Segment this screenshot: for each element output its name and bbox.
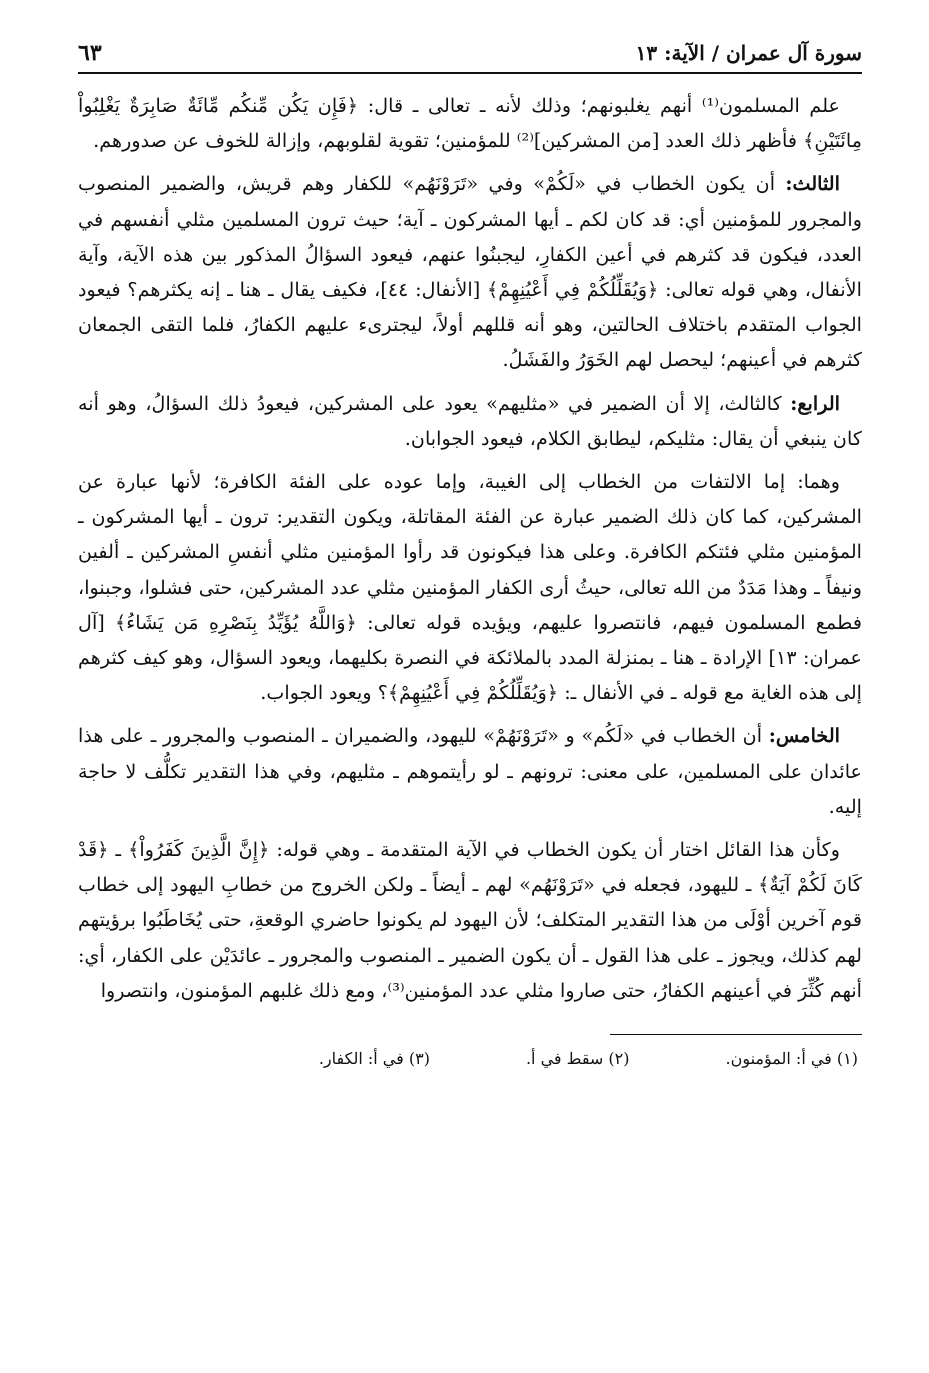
- paragraph: [78, 386, 862, 456]
- paragraph: [78, 88, 862, 158]
- book-page: [78, 34, 862, 1068]
- body-text: [78, 88, 862, 1008]
- paragraph-lead: الرابع:: [790, 391, 840, 415]
- paragraph: [78, 464, 862, 710]
- paragraph: [78, 832, 862, 1008]
- paragraph-text: أن يكون الخطاب في «لَكُمْ» وفي «تَرَوْنَهُم» للكفار وهم قريش، والضمير المنصوب والمجرور للمؤمنين أي: قد كان لكم ـ أيها المشركون ـ آية؛ حيث ترون المسلمين مثلي أنفسهم في العدد، فيكون قد كثرهم في أعين الكفارِ، ليجبنُوا عنهم، فيعود السؤالُ المذكور بين هذه الآية، وآية الأنفال، وهي قوله تعالى: ﴿وَيُقَلِّلُكُمْ فِي أَعْيُنِهِمْ﴾ [الأنفال: ٤٤]، فكيف يقال ـ هنا ـ إنه يكثرهم؟ فيعود الجواب المتقدم باختلاف الحالتين، وهو أنه قللهم أولاً، ليجترىء عليهم الكفارُ، فلما التقى الجمعان كثرهم في أعينهم؛ ليحصل لهم الخَوَرُ والفَشَلُ.: [78, 172, 862, 372]
- paragraph-text: أن الخطاب في «لَكُم» و «تَرَوْنَهُمْ» لليهود، والضميران ـ المنصوب والمجرور ـ على هذا عائدان على المسلمين، على معنى: ترونهم ـ لو رأيتموهم ـ مثليهم، وفي هذا التقدير تكلُّف لا حاجة إليه.: [78, 724, 862, 818]
- paragraph-lead: الثالث:: [785, 172, 840, 196]
- paragraph: [78, 166, 862, 377]
- running-header: [78, 34, 862, 74]
- surah-title: سورة آل عمران / الآية: ١٣: [635, 41, 862, 65]
- paragraph-text: وهما: إما الالتفات من الخطاب إلى الغيبة، وإما عوده على الفئة الكافرة؛ لأنها عبارة عن المشركين، كما كان ذلك الضمير عبارة عن الفئة المقاتلة، ويكون التقدير: ترون ـ أيها المشركون ـ المؤمنين مثلي فئتكم الكافرة. وعلى هذا فيكونون قد رأوا المؤمنين مثلي أنفسِ المشركين ـ ألفين ونيفاً ـ وهذا مَدَدٌ من الله تعالى، حيثُ أرى الكفار المؤمنين مثلي عدد المشركين، حتى فشلوا، وجبنوا، فطمع المسلمون فيهم، فانتصروا عليهم، ويؤيده قوله تعالى: ﴿وَاللَّهُ يُؤَيِّدُ بِنَصْرِهِ مَن يَشَاءُ﴾ [آل عمران: ١٣] الإرادة ـ هنا ـ بمنزلة المدد بالملائكة في النصرة بكليهما، ويعود السؤال، وهو كيف كثرهم إلى هذه الغاية مع قوله ـ في الأنفال ـ: ﴿وَيُقَلِّلُكُمْ فِي أَعْيُنِهِمْ﴾؟ ويعود الجواب.: [78, 470, 862, 705]
- footnote: (١) في أ: المؤمنون.: [725, 1049, 858, 1069]
- paragraph-text: وكأن هذا القائل اختار أن يكون الخطاب في الآية المتقدمة ـ وهي قوله: ﴿إِنَّ الَّذِينَ كَفَرُواْ﴾ ـ ﴿قَدْ كَانَ لَكُمْ آيَةٌ﴾ ـ لليهود، فجعله في «تَرَوْنَهُم» لهم ـ أيضاً ـ ولكن الخروج من خطابِ اليهود إلى خطاب قوم آخرين أوْلَى من هذا التقدير المتكلف؛ لأن اليهود لم يكونوا حاضري الوقعةِ، حتى يُخَاطَبُوا برؤيتهم لهم كذلك، ويجوز ـ على هذا القول ـ أن يكون الضمير ـ المنصوب والمجرور ـ عائدَيْن على الكفار، أي: أنهم كُثِّرَ في أعينهم الكفارُ، حتى صاروا مثلي عدد المؤمنين⁽³⁾، ومع ذلك غلبهم المؤمنون، وانتصروا: [78, 838, 862, 1002]
- footnotes-divider: [610, 1034, 862, 1035]
- footnote: (٣) في أ: الكفار.: [318, 1049, 430, 1069]
- paragraph-lead: الخامس:: [768, 724, 840, 748]
- footnotes: [78, 1049, 862, 1068]
- footnote: (٢) سقط في أ.: [525, 1049, 630, 1069]
- page-number: ٦٣: [78, 40, 102, 66]
- paragraph-text: كالثالث، إلا أن الضمير في «مثليهم» يعود على المشركين، فيعودُ ذلك السؤالُ، وهو أنه كان ينبغي أن يقال: مثليكم، ليطابق الكلام، فيعود الجوابان.: [78, 391, 862, 450]
- paragraph: [78, 718, 862, 824]
- paragraph-text: علم المسلمون⁽¹⁾ أنهم يغلبونهم؛ وذلك لأنه ـ تعالى ـ قال: ﴿فَإِن يَكُن مِّنكُم مِّائَةٌ صَابِرَةٌ يَغْلِبُواْ مِائَتَيْنِ﴾ فأظهر ذلك العدد [من المشركين]⁽²⁾ للمؤمنين؛ تقوية لقلوبهم، وإزالة للخوف عن صدورهم.: [78, 94, 862, 153]
